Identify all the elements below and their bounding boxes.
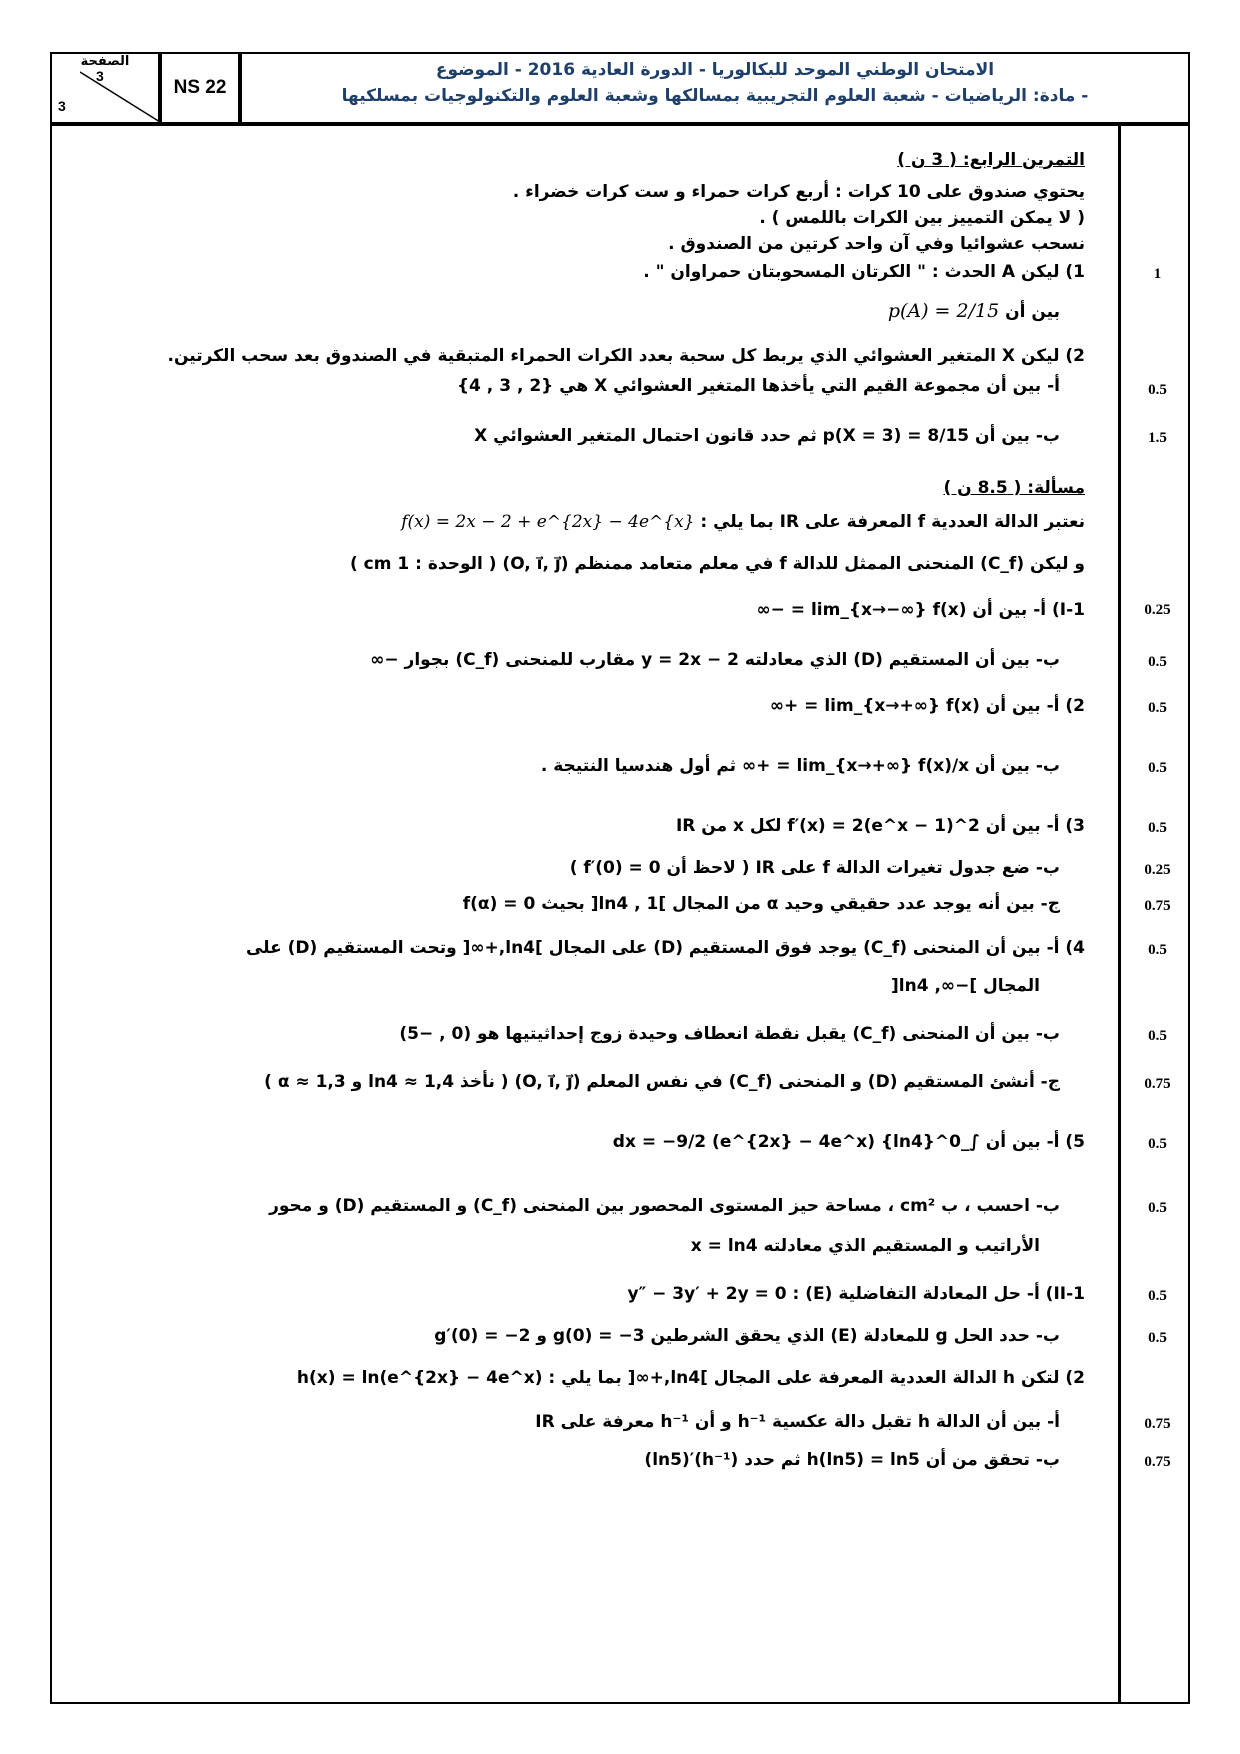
score-ex4-q1: 1: [1153, 266, 1162, 282]
page-total: 3: [58, 98, 66, 114]
ex4-line2: ( لا يمكن التمييز بين الكرات باللمس ) .: [759, 208, 1085, 228]
score-I2a: 0.5: [1148, 700, 1167, 716]
q-I3a: 3) أ- بين أن f′(x) = 2(e^x − 1)^2 لكل x من IR: [675, 816, 1085, 836]
score-I1b: 0.5: [1148, 654, 1167, 670]
ex4-line3: نسحب عشوائيا وفي آن واحد كرتين من الصندوق .: [668, 234, 1085, 254]
problem-intro1: [401, 512, 1085, 532]
q-II2: 2) لتكن h الدالة العددية المعرفة على المجال ]ln4,+∞[ بما يلي : h(x) = ln(e^{2x} − 4e^x): [296, 1368, 1085, 1388]
page-current: 3: [96, 68, 104, 84]
score-I1a: 0.25: [1144, 602, 1171, 618]
ex4-q1b-text: بين أن: [1005, 302, 1060, 322]
score-ex4-q2b: 1.5: [1148, 430, 1167, 446]
exam-code: NS 22: [160, 52, 240, 124]
ex4-q1b: [888, 300, 1060, 322]
score-column-separator: [1118, 124, 1121, 1704]
ex4-line1: يحتوي صندوق على 10 كرات : أربع كرات حمراء و ست كرات خضراء .: [512, 182, 1085, 202]
score-II2a: 0.75: [1144, 1416, 1171, 1432]
q-I1a: I-1) أ- بين أن lim_{x→−∞} f(x) = −∞: [756, 600, 1085, 620]
q-II2b: ب- تحقق من أن h(ln5) = ln5 ثم حدد (h⁻¹)′(ln5): [644, 1450, 1060, 1470]
score-I3b: 0.25: [1144, 862, 1171, 878]
page-divider-line: [80, 70, 162, 124]
q-I3b: ب- ضع جدول تغيرات الدالة f على IR ( لاحظ أن f′(0) = 0 ): [569, 858, 1060, 878]
ex4-q1b-formula: p(A) = 2/15: [887, 300, 1000, 322]
score-I4c: 0.75: [1144, 1076, 1171, 1092]
q-II1b: ب- حدد الحل g للمعادلة (E) الذي يحقق الشرطين g(0) = −3 و g′(0) = −2: [434, 1326, 1060, 1346]
problem-intro2: و ليكن (C_f) المنحنى الممثل للدالة f في معلم متعامد ممنظم (O, i⃗, j⃗) ( الوحدة : 1 cm ): [349, 554, 1085, 574]
q-I2a: 2) أ- بين أن lim_{x→+∞} f(x) = +∞: [769, 696, 1085, 716]
q-II1a: II-1) أ- حل المعادلة التفاضلية (E) : y″ − 3y′ + 2y = 0: [627, 1284, 1085, 1304]
q-I1b: ب- بين أن المستقيم (D) الذي معادلته y = 2x − 2 مقارب للمنحنى (C_f) بجوار −∞: [370, 650, 1060, 670]
score-I3c: 0.75: [1144, 898, 1171, 914]
q-I4a-line1: 4) أ- بين أن المنحنى (C_f) يوجد فوق المستقيم (D) على المجال ]ln4,+∞[ وتحت المستقيم (D) على: [245, 938, 1085, 958]
q-I2b: ب- بين أن lim_{x→+∞} f(x)/x = +∞ ثم أول هندسيا النتيجة .: [540, 756, 1060, 776]
score-ex4-q2a: 0.5: [1148, 382, 1167, 398]
page-number-box: [50, 52, 160, 124]
exercise4-title: التمرين الرابع: ( 3 ن ): [897, 150, 1085, 170]
exam-title: [240, 52, 1190, 124]
problem-intro1-formula: f(x) = 2x − 2 + e^{2x} − 4e^{x}: [401, 512, 695, 532]
score-II1b: 0.5: [1148, 1330, 1167, 1346]
ex4-q2: 2) ليكن X المتغير العشوائي الذي يربط كل سحبة بعدد الكرات الحمراء المتبقية في الصندوق بعد سحب الكرتين.: [167, 346, 1085, 366]
q-I4a-line2: المجال ]−∞, ln4[: [890, 976, 1040, 996]
exam-title-line2: - مادة: الرياضيات - شعبة العلوم التجريبية بمسالكها وشعبة العلوم والتكنولوجيات بمسلكيها: [341, 86, 1089, 106]
q-I5b-line1: ب- احسب ، ب cm² ، مساحة حيز المستوى المحصور بين المنحنى (C_f) و المستقيم (D) و محور: [269, 1196, 1060, 1216]
problem-title: مسألة: ( 8.5 ن ): [943, 478, 1085, 498]
ex4-q2b: ب- بين أن p(X = 3) = 8/15 ثم حدد قانون احتمال المتغير العشوائي X: [474, 426, 1060, 446]
q-I5b-line2: الأراتيب و المستقيم الذي معادلته x = ln4: [690, 1236, 1040, 1256]
page-label: الصفحة: [80, 54, 130, 69]
score-I2b: 0.5: [1148, 760, 1167, 776]
score-I4a: 0.5: [1148, 942, 1167, 958]
score-I5b: 0.5: [1148, 1200, 1167, 1216]
score-I3a: 0.5: [1148, 820, 1167, 836]
q-II2a: أ- بين أن الدالة h تقبل دالة عكسية h⁻¹ و أن h⁻¹ معرفة على IR: [535, 1412, 1060, 1432]
score-I5a: 0.5: [1148, 1136, 1167, 1152]
ex4-q2a: أ- بين أن مجموعة القيم التي يأخذها المتغير العشوائي X هي {2 , 3 , 4}: [456, 376, 1060, 396]
q-I4b: ب- بين أن المنحنى (C_f) يقبل نقطة انعطاف وحيدة زوج إحداثيتيها هو (0 , −5): [399, 1024, 1060, 1044]
exam-title-line1: الامتحان الوطني الموحد للبكالوريا - الدورة العادية 2016 - الموضوع: [435, 60, 995, 80]
q-I3c: ج- بين أنه يوجد عدد حقيقي وحيد α من المجال ]1 , ln4[ بحيث f(α) = 0: [462, 894, 1060, 914]
score-I4b: 0.5: [1148, 1028, 1167, 1044]
q-I5a: 5) أ- بين أن ∫_0^{ln4} (e^{2x} − 4e^x) dx = −9/2: [612, 1132, 1085, 1152]
ex4-q1: 1) ليكن A الحدث : " الكرتان المسحوبتان حمراوان " .: [643, 262, 1085, 282]
problem-intro1-text: نعتبر الدالة العددية f المعرفة على IR بما يلي :: [700, 512, 1085, 532]
score-II2b: 0.75: [1144, 1454, 1171, 1470]
q-I4c: ج- أنشئ المستقيم (D) و المنحنى (C_f) في نفس المعلم (O, i⃗, j⃗) ( نأخذ ln4 ≈ 1,4 و α ≈ 1,3 ): [264, 1072, 1060, 1092]
score-II1a: 0.5: [1148, 1288, 1167, 1304]
